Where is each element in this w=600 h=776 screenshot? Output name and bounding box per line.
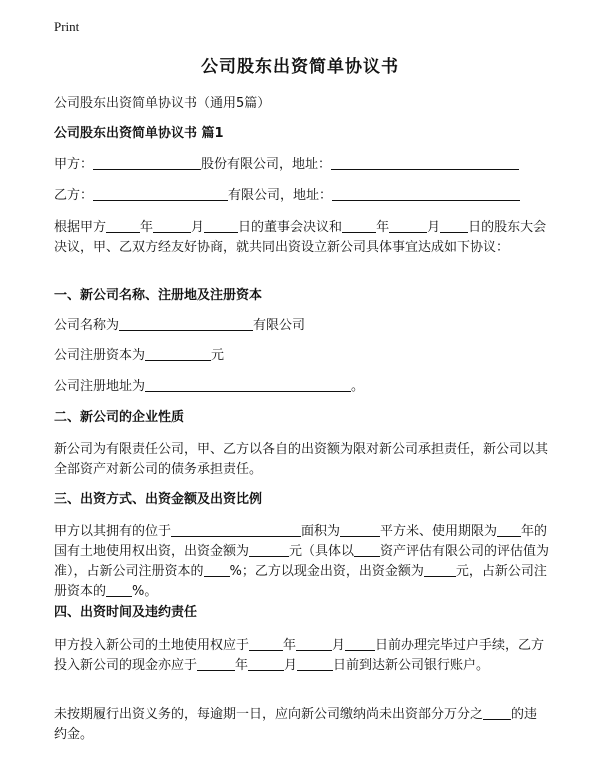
document-subtitle: 公司股东出资简单协议书（通用5篇） — [54, 96, 271, 111]
document-title: 公司股东出资简单协议书 — [201, 57, 399, 77]
party-a-company-blank — [93, 155, 201, 170]
section-2-heading: 二、新公司的企业性质 — [54, 410, 185, 425]
company-name-line: 公司名称为 有限公司 — [54, 318, 306, 333]
party-a-label: 甲方： — [54, 157, 94, 172]
party-a-company-suffix: 股份有限公司，地址： — [201, 157, 332, 172]
registered-capital-blank — [145, 346, 211, 361]
intro-paragraph: 根据甲方 年 月 日的董事会决议和 年 月 日的股东大会决议，甲、乙双方经友好协商，就共同出资设立新公司具体事宜达成如下协议： — [54, 220, 547, 255]
company-name-blank — [119, 316, 253, 331]
section-4-paragraph-1: 甲方投入新公司的土地使用权应于 年 月 日前办理完毕过户手续，乙方投入新公司的现金亦应于 年 月 日前到达新公司银行账户。 — [54, 638, 545, 673]
party-b-label: 乙方： — [54, 188, 94, 203]
section-1-heading: 一、新公司名称、注册地及注册资本 — [54, 288, 263, 303]
registered-capital-line: 公司注册资本为 元 — [54, 348, 225, 363]
section-2-body: 新公司为有限责任公司，甲、乙方以各自的出资额为限对新公司承担责任，新公司以其全部资产对新公司的债务承担责任。 — [54, 442, 549, 477]
party-b-line — [54, 186, 550, 206]
party-b-address-blank — [332, 186, 520, 201]
party-b-company-blank — [93, 186, 228, 201]
section-4-heading: 四、出资时间及违约责任 — [54, 605, 198, 620]
section-3-body: 甲方以其拥有的位于 面积为 平方米、使用期限为 年的国有土地使用权出资，出资金额为 元（具体以 资产评估有限公司的评估值为准），占新公司注册资本的 %；乙方以现金出资，出资金额为 元，占新公司注册资本的 %。 — [54, 524, 550, 599]
article-heading: 公司股东出资简单协议书 篇1 — [54, 126, 224, 141]
registered-address-line: 公司注册地址为 。 — [54, 379, 365, 394]
party-a-line — [54, 155, 550, 175]
print-link[interactable]: Print — [54, 19, 80, 34]
party-b-company-suffix: 有限公司，地址： — [228, 188, 333, 203]
section-4-paragraph-2: 未按期履行出资义务的，每逾期一日，应向新公司缴纳尚未出资部分万分之 的违约金。 — [54, 707, 538, 742]
section-3-heading: 三、出资方式、出资金额及出资比例 — [54, 492, 263, 507]
party-a-address-blank — [331, 155, 519, 170]
registered-address-blank — [145, 377, 351, 392]
